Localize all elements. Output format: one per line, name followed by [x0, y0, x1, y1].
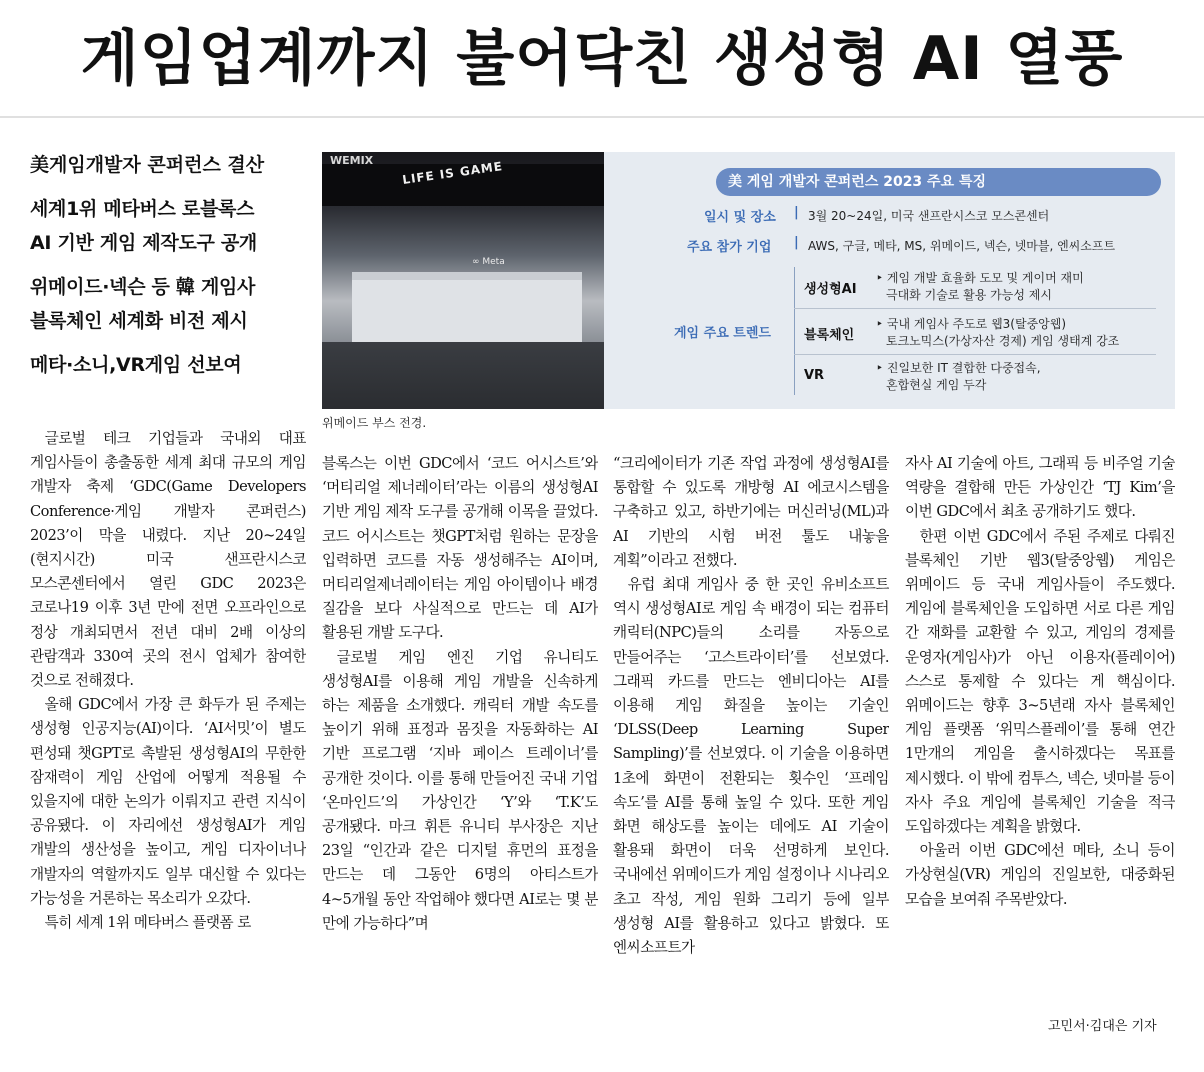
trend-desc-ai-2: 극대화 기술로 활용 가능성 제시 — [886, 288, 1052, 302]
info-label-companies: 주요 참가 기업 — [687, 240, 772, 255]
paragraph: “크리에이터가 기존 작업 과정에 생성형AI를 통합할 수 있도록 개방형 AI 에코시스템을 구축하고 있고, 하반기에는 머신러닝(ML)과 AI 기반의 시험 버전 툴도 내놓을 계획”이라고 전했다. — [613, 455, 889, 569]
trend-divider — [794, 267, 795, 395]
paragraph: 한편 이번 GDC에서 주된 주제로 다뤄진 블록체인 기반 웹3(탈중앙웹) 게임은 위메이드 등 국내 게임사들이 주도했다. 게임에 블록체인을 도입하면 서로 다른 게임 간 재화를 교환할 수 있고, 게임의 경제를 운영자(게임사)가 아닌 이용자(플레이어) 스스로 통제할 수 있다는 게 핵심이다. 위메이드는 향후 3~5년래 자사 블록체인 게임 플랫폼 ‘위믹스플레이’를 통해 연간 1만개의 게임을 출시하겠다는 목표를 제시했다. 이 밖에 컴투스, 넥슨, 넷마블 등이 자사 주요 게임에 블록체인 기술을 적극 도입하겠다는 계획을 밝혔다. — [905, 527, 1175, 836]
article-column-4 — [905, 452, 1175, 1072]
info-value-companies: AWS, 구글, 메타, MS, 위메이드, 넥슨, 넷마블, 엔씨소프트 — [808, 239, 1116, 253]
info-label-trends: 게임 주요 트렌드 — [674, 326, 771, 341]
subhead-3: AI 기반 게임 제작도구 공개 — [30, 232, 257, 254]
subhead-6: 메타·소니,VR게임 선보여 — [30, 354, 242, 376]
paragraph: 블록스는 이번 GDC에서 ‘코드 어시스트’와 ‘머티리얼 제너레이터’라는 이름의 생성형AI 기반 게임 제작 도구를 공개해 이목을 끌었다. 코드 어시스트는 챗GPT처럼 원하는 문장을 입력하면 코드를 자동 생성해주는 AI이며, 머티리얼제너레이터는 게임 아이템이나 배경 질감을 보다 사실적으로 만드는 데 AI가 활용된 개발 도구다. — [322, 455, 598, 642]
photo-caption: 위메이드 부스 전경. — [322, 416, 427, 430]
article-column-3 — [613, 452, 889, 1072]
info-box-title: 美 게임 개발자 콘퍼런스 2023 주요 특징 — [716, 168, 1161, 196]
paragraph: 글로벌 테크 기업들과 국내외 대표 게임사들이 총출동한 세계 최대 규모의 게임 개발자 축제 ‘GDC(Game Developers Conference·게임 개발자 콘퍼런스) 2023’이 막을 내렸다. 지난 20~24일(현지시간) 미국 샌프란시스코 모스콘센터에서 열린 GDC 2023은 코로나19 이후 3년 만에 전면 오프라인으로 정상 개최되면서 전년 대비 2배 이상의 관람객과 330여 곳의 전시 업체가 참여한 것으로 전해졌다. — [30, 430, 306, 690]
photo-booth-sign: ∞ Meta — [472, 257, 505, 267]
headline: 게임업계까지 불어닥친 생성형 AI 열풍 — [80, 24, 1124, 94]
trend-name-blockchain: 블록체인 — [804, 328, 855, 343]
info-value-date: 3월 20~24일, 미국 샌프란시스코 모스콘센터 — [808, 209, 1050, 223]
trend-desc-blockchain — [876, 316, 1166, 350]
subhead-5: 블록체인 세계화 비전 제시 — [30, 310, 248, 332]
paragraph: 유럽 최대 게임사 중 한 곳인 유비소프트 역시 생성형AI로 게임 속 배경이 되는 컴퓨터 캐릭터(NPC)들의 소리를 자동으로 만들어주는 ‘고스트라이터’를 선보였다. 그래픽 카드를 만드는 엔비디아는 AI를 이용해 게임 화질을 높이는 기술인 ‘DLSS(Deep Learning Super Sampling)’를 선보였다. 이 기술을 이용하면 1초에 화면이 전환되는 횟수인 ‘프레임 속도’를 AI를 통해 높일 수 있다. 또한 게임 화면 해상도를 높이는 데에도 AI 기술이 활용돼 화면이 더욱 선명하게 보인다. 국내에선 위메이드가 게임 설정이나 시나리오 초고 작성, 게임 원화 그리기 등에 일부 생성형 AI를 활용하고 있다고 밝혔다. 또 엔씨소프트가 — [613, 576, 889, 957]
trend-desc-vr-1: ‣ 진일보한 IT 결합한 다중접속, — [876, 361, 1041, 375]
info-bar-1: | — [794, 205, 799, 220]
info-label-date: 일시 및 장소 — [704, 210, 776, 225]
header-rule — [0, 116, 1204, 118]
photo-sign-left: WEMIX — [330, 154, 374, 167]
trend-rule-2 — [794, 354, 1156, 355]
article-column-1 — [30, 427, 306, 1047]
subhead-2: 세계1위 메타버스 로블록스 — [30, 198, 255, 220]
trend-desc-blockchain-1: ‣ 국내 게임사 주도로 웹3(탈중앙웹) — [876, 317, 1067, 331]
photo-sign-right: LIFE IS GAME — [401, 159, 504, 187]
info-bar-2: | — [794, 235, 799, 250]
paragraph: 올해 GDC에서 가장 큰 화두가 된 주제는 생성형 인공지능(AI)이다. ‘AI서밋’이 별도 편성돼 챗GPT로 촉발된 생성형AI의 무한한 잠재력이 게임 산업에 어떻게 적용될 수 있을지에 대한 논의가 이뤄지고 관련 지식이 공유됐다. 이 자리에선 생성형AI가 게임 개발의 생산성을 높이고, 게임 디자이너나 개발자의 역할까지도 일부 대신할 수 있다는 가능성을 거론하는 목소리가 오갔다. — [30, 696, 306, 907]
trend-desc-ai-1: ‣ 게임 개발 효율화 도모 및 게이머 재미 — [876, 271, 1084, 285]
byline: 고민서·김대은 기자 — [1048, 1019, 1157, 1034]
trend-name-ai: 생성형AI — [804, 282, 857, 297]
article-column-2 — [322, 452, 598, 1072]
trend-rule-1 — [794, 308, 1156, 309]
paragraph: 자사 AI 기술에 아트, 그래픽 등 비주얼 기술 역량을 결합해 만든 가상인간 ‘TJ Kim’을 이번 GDC에서 최초 공개하기도 했다. — [905, 455, 1175, 521]
trend-desc-vr-2: 혼합현실 게임 두각 — [886, 378, 987, 392]
info-box — [604, 152, 1175, 409]
trend-desc-ai — [876, 270, 1166, 304]
trend-name-vr: VR — [804, 368, 825, 383]
paragraph: 글로벌 게임 엔진 기업 유니티도 생성형AI를 이용해 게임 개발을 신속하게 하는 제품을 소개했다. 캐릭터 개발 속도를 높이기 위해 표정과 몸짓을 자동화하는 AI 기반 프로그램 ‘지바 페이스 트레이너’를 공개한 것이다. 이를 통해 만들어진 국내 기업 ‘온마인드’의 가상인간 ‘Y’와 ‘T.K’도 공개됐다. 마크 휘튼 유니티 부사장은 지난 23일 “인간과 같은 디지털 휴먼의 표정을 만드는 데 그동안 6명의 아티스트가 4~5개월 동안 작업해야 했다면 AI로는 몇 분 만에 가능하다”며 — [322, 648, 598, 932]
paragraph: 아울러 이번 GDC에선 메타, 소니 등이 가상현실(VR) 게임의 진일보한, 대중화된 모습을 보여줘 주목받았다. — [905, 842, 1175, 908]
booth-photo — [322, 152, 604, 409]
trend-desc-blockchain-2: 토크노믹스(가상자산 경제) 게임 생태계 강조 — [886, 334, 1120, 348]
paragraph: 특히 세계 1위 메타버스 플랫폼 로 — [44, 914, 251, 932]
subhead-1: 美게임개발자 콘퍼런스 결산 — [30, 154, 265, 176]
subheads — [30, 148, 305, 382]
subhead-4: 위메이드·넥슨 등 韓 게임사 — [30, 276, 256, 298]
photo-crowd — [322, 342, 604, 409]
trend-desc-vr — [876, 360, 1166, 394]
